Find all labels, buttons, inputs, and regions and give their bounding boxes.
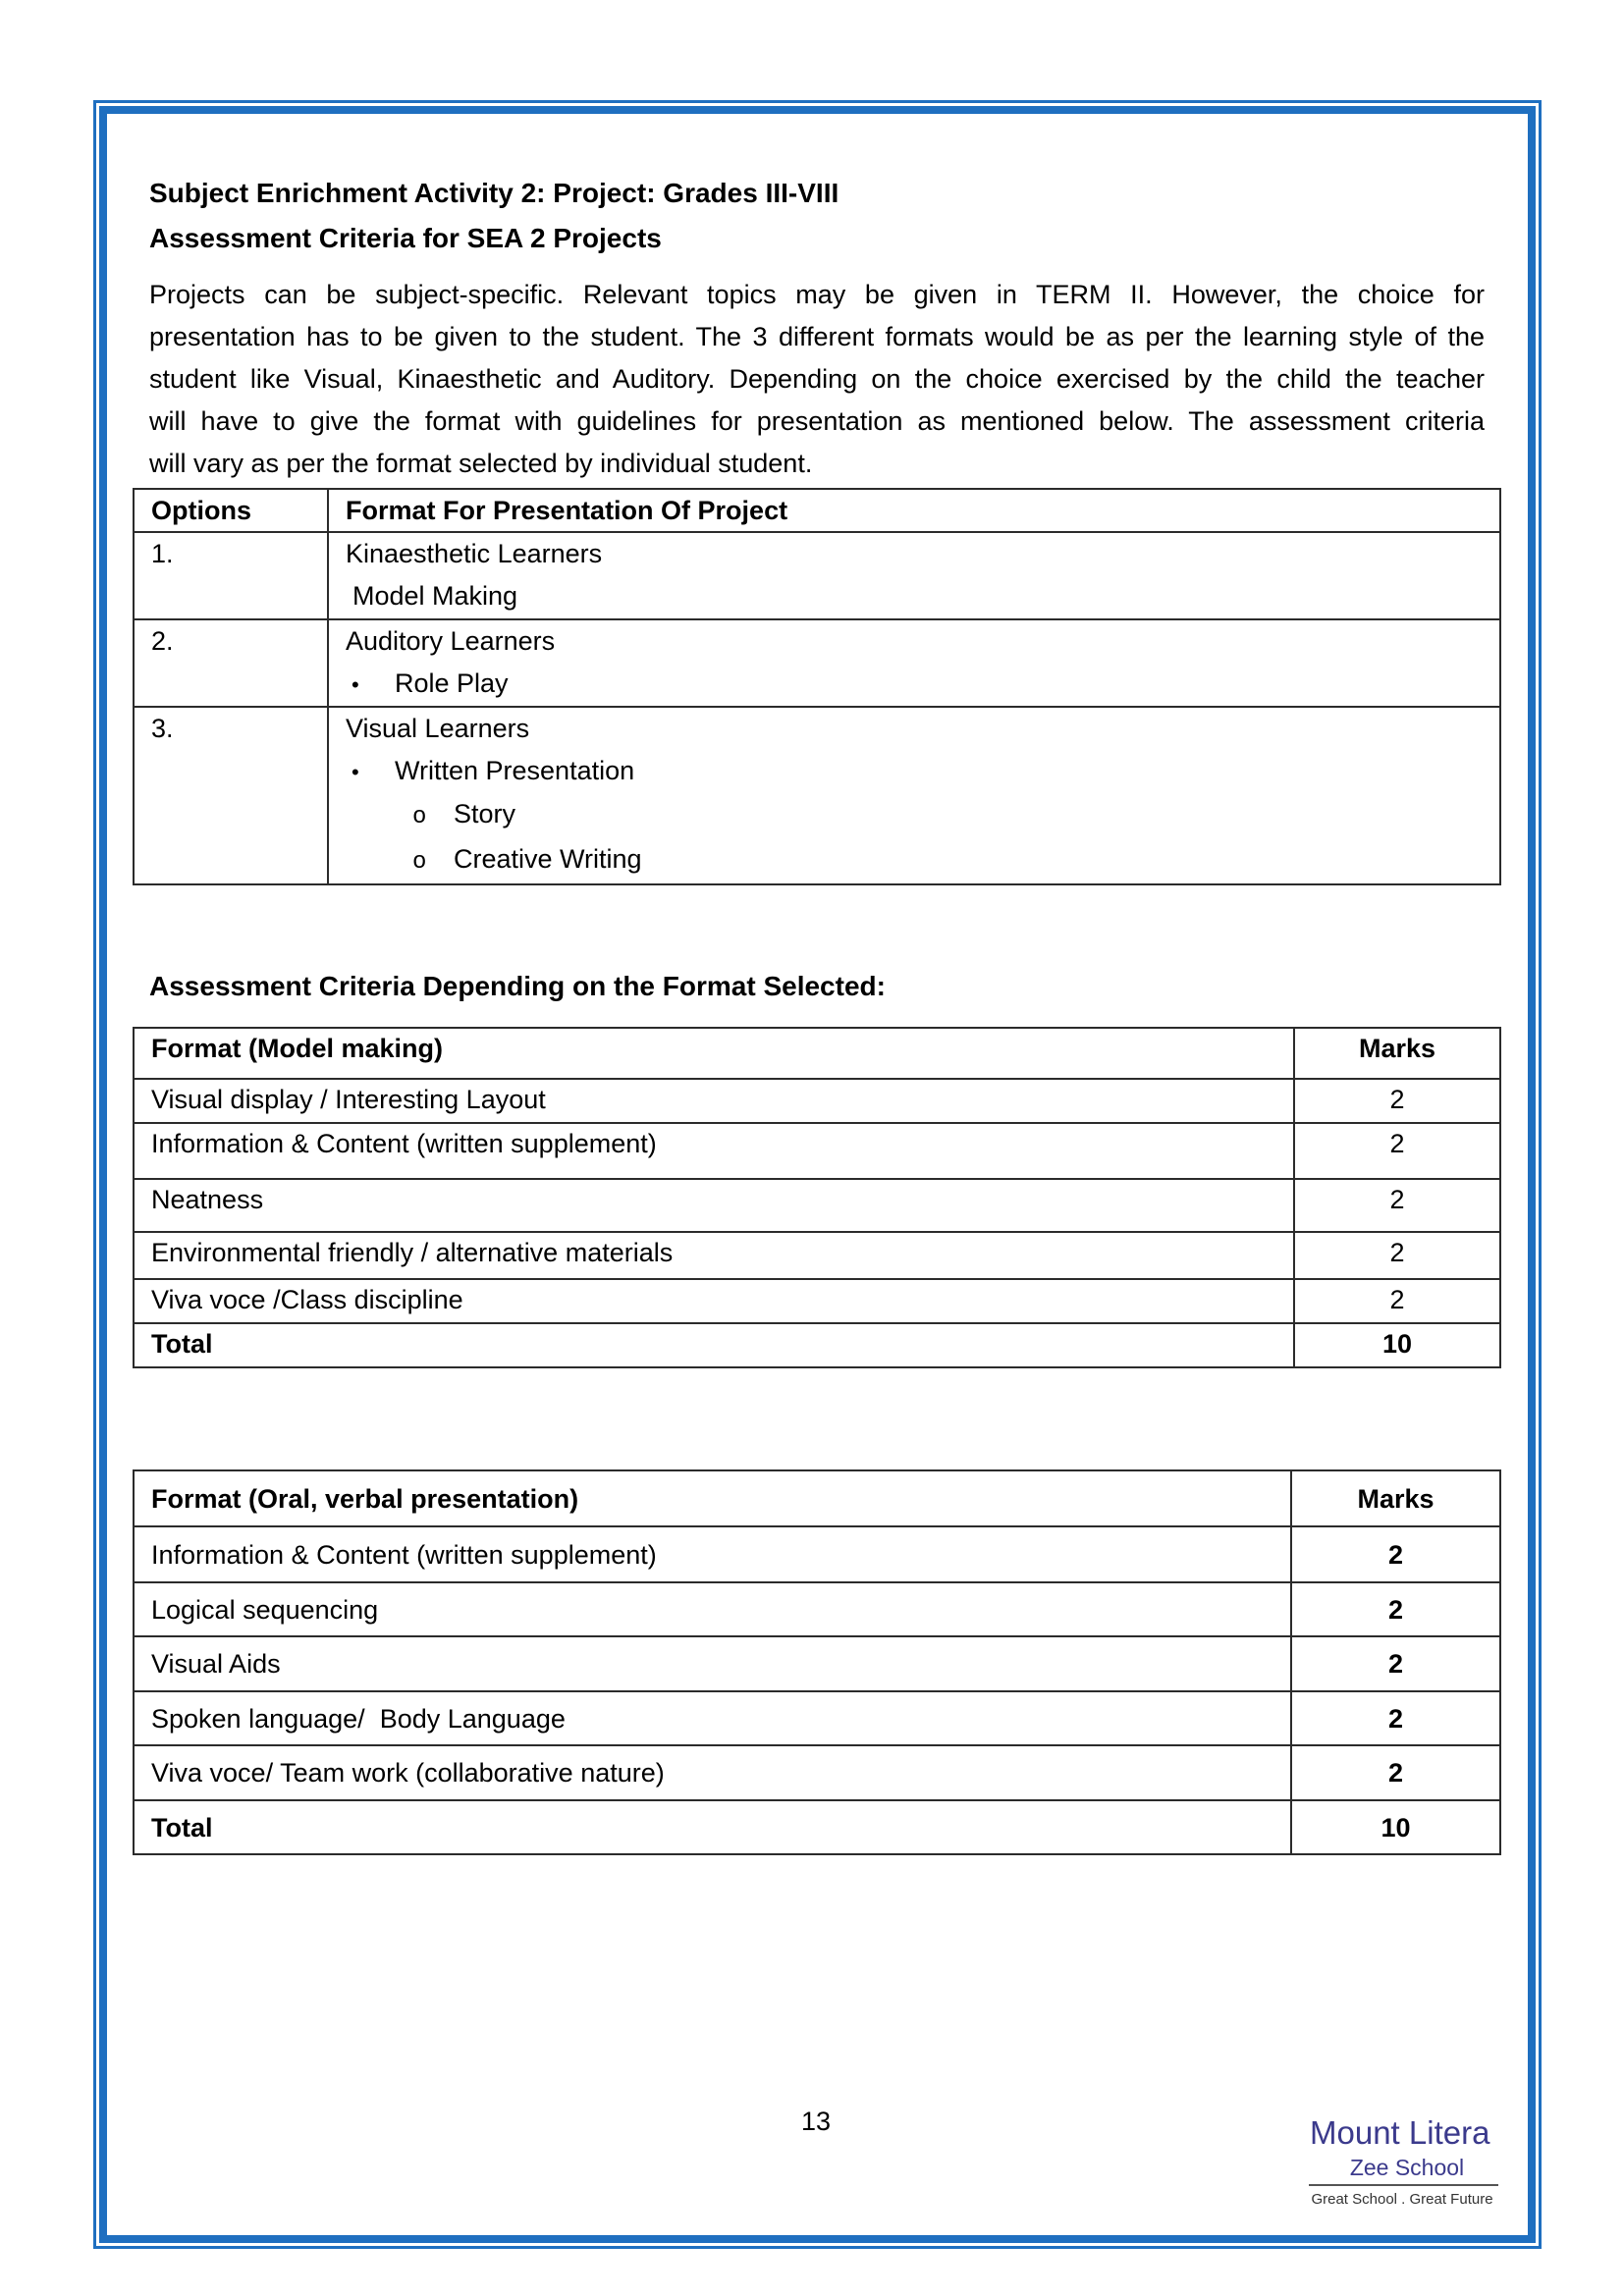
sub-bullet-marker: o (412, 804, 427, 830)
marks-cell: 2 (1294, 1279, 1500, 1323)
intro-line: Projects can be subject-specific. Relevant topics may be given in TERM II. However, the choice for (149, 280, 1485, 309)
table-header-row (134, 1470, 1500, 1526)
total-marks: 10 (1291, 1800, 1500, 1854)
learner-type: Kinaesthetic Learners (346, 539, 603, 568)
logo-name: Mount Litera (1310, 2114, 1490, 2151)
table-row (134, 707, 1500, 884)
intro-line: presentation has to be given to the student. The 3 different formats would be as per the learning style of the (149, 322, 1485, 351)
table-row (134, 1636, 1500, 1691)
criterion-cell: Environmental friendly / alternative materials (134, 1232, 1294, 1279)
column-header-options: Options (134, 489, 328, 532)
criteria-heading: Assessment Criteria Depending on the Format Selected: (149, 971, 886, 1001)
column-header-format: Format (Model making) (134, 1028, 1294, 1079)
table-row (134, 1582, 1500, 1636)
intro-line: student like Visual, Kinaesthetic and Auditory. Depending on the choice exercised by the child the teacher (149, 364, 1485, 394)
table-row (134, 1526, 1500, 1582)
format-cell (328, 619, 1500, 707)
table-row (134, 532, 1500, 619)
marks-cell: 2 (1291, 1636, 1500, 1691)
marks-cell: 2 (1291, 1526, 1500, 1582)
marks-cell: 2 (1291, 1691, 1500, 1745)
column-header-marks: Marks (1291, 1470, 1500, 1526)
sub-list-item (346, 793, 1483, 838)
total-label: Total (134, 1800, 1291, 1854)
intro-line: will vary as per the format selected by individual student. (149, 449, 813, 478)
format-cell (328, 707, 1500, 884)
table-row (134, 1691, 1500, 1745)
format-cell (328, 532, 1500, 619)
criterion-cell: Visual Aids (134, 1636, 1291, 1691)
model-making-criteria-table (133, 1027, 1501, 1368)
marks-cell: 2 (1294, 1179, 1500, 1232)
list-item (346, 750, 1483, 793)
logo-tagline: Great School . Great Future (1311, 2191, 1493, 2208)
table-row (134, 1745, 1500, 1800)
table-row (134, 619, 1500, 707)
total-label: Total (134, 1323, 1294, 1367)
table-header-row (134, 1028, 1500, 1079)
logo-divider (1309, 2184, 1498, 2186)
learner-type: Visual Learners (346, 714, 530, 743)
criterion-cell: Visual display / Interesting Layout (134, 1079, 1294, 1123)
list-item-text: Role Play (395, 668, 509, 698)
document-subtitle: Assessment Criteria for SEA 2 Projects (149, 223, 662, 253)
criterion-cell: Information & Content (written supplement) (134, 1526, 1291, 1582)
option-number: 3. (134, 707, 328, 884)
column-header-format: Format For Presentation Of Project (328, 489, 1500, 532)
list-item-text: Creative Writing (454, 844, 642, 874)
column-header-marks: Marks (1294, 1028, 1500, 1079)
marks-cell: 2 (1294, 1232, 1500, 1279)
criterion-cell: Logical sequencing (134, 1582, 1291, 1636)
table-row (134, 1179, 1500, 1232)
column-header-format: Format (Oral, verbal presentation) (134, 1470, 1291, 1526)
list-item-text: Written Presentation (395, 756, 635, 785)
oral-presentation-criteria-table (133, 1469, 1501, 1855)
bullet-marker: • (352, 672, 359, 697)
table-header-row (134, 489, 1500, 532)
total-marks: 10 (1294, 1323, 1500, 1367)
intro-paragraph (149, 274, 1485, 485)
criterion-cell: Information & Content (written supplement) (134, 1123, 1294, 1179)
criterion-cell: Neatness (134, 1179, 1294, 1232)
table-row (134, 1279, 1500, 1323)
bullet-marker: • (352, 760, 359, 784)
learner-type: Auditory Learners (346, 626, 556, 656)
presentation-options-table (133, 488, 1501, 885)
list-item (346, 663, 1483, 706)
list-item (346, 575, 1483, 617)
table-row (134, 1232, 1500, 1279)
list-item-text: Story (454, 799, 516, 828)
option-number: 2. (134, 619, 328, 707)
option-number: 1. (134, 532, 328, 619)
page-number: 13 (800, 2107, 832, 2136)
marks-cell: 2 (1291, 1582, 1500, 1636)
logo-school-name: Zee School (1349, 2155, 1465, 2180)
table-total-row (134, 1323, 1500, 1367)
table-total-row (134, 1800, 1500, 1854)
table-row (134, 1079, 1500, 1123)
table-row (134, 1123, 1500, 1179)
criterion-cell: Viva voce/ Team work (collaborative nature) (134, 1745, 1291, 1800)
marks-cell: 2 (1294, 1079, 1500, 1123)
marks-cell: 2 (1294, 1123, 1500, 1179)
sub-bullet-marker: o (412, 849, 427, 876)
document-title: Subject Enrichment Activity 2: Project: Grades III-VIII (149, 178, 839, 208)
sub-list-item (346, 838, 1483, 883)
criterion-cell: Spoken language/ Body Language (134, 1691, 1291, 1745)
criterion-cell: Viva voce /Class discipline (134, 1279, 1294, 1323)
intro-line: will have to give the format with guidelines for presentation as mentioned below. The assessment criteria (149, 406, 1485, 436)
list-item-text: Model Making (352, 581, 518, 611)
marks-cell: 2 (1291, 1745, 1500, 1800)
